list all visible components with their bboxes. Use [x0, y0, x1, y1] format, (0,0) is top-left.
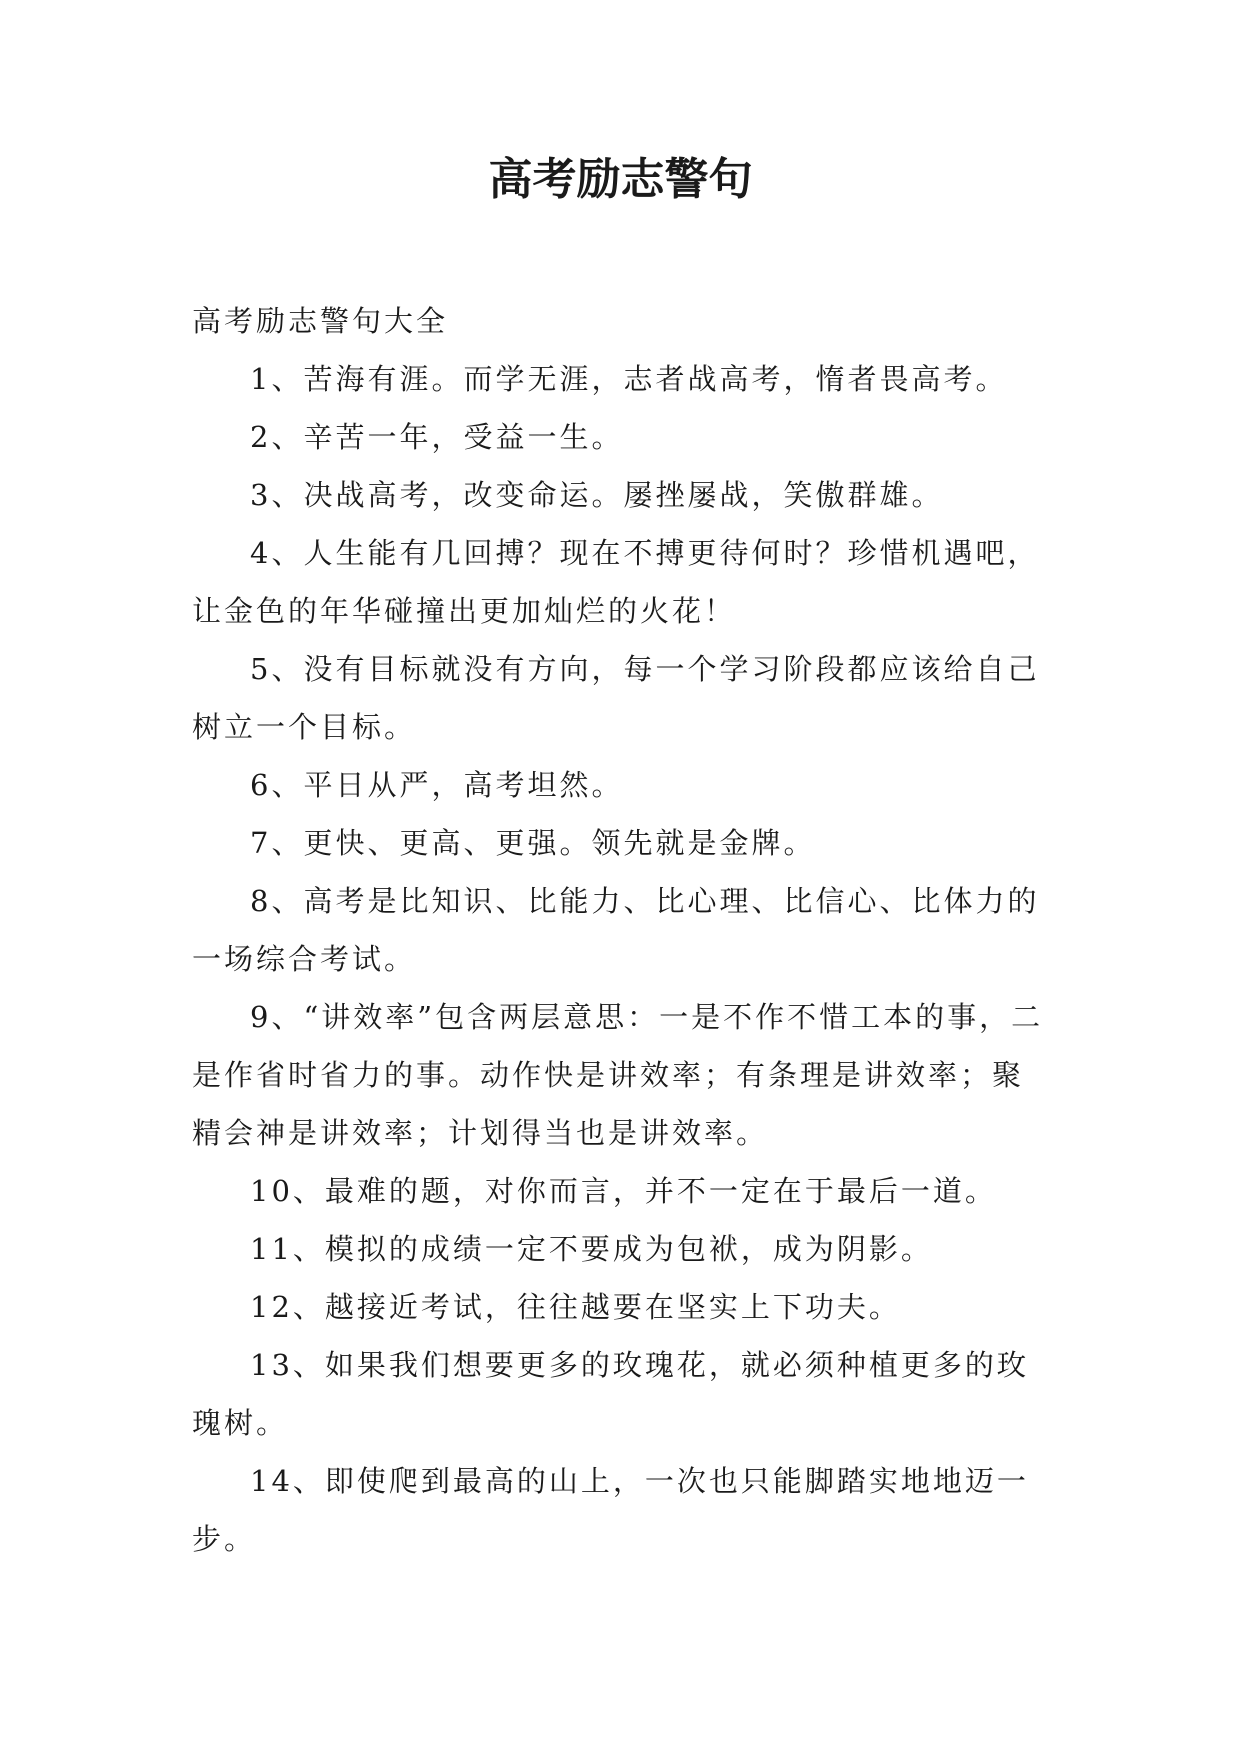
list-item: 5、没有目标就没有方向，每一个学习阶段都应该给自己树立一个目标。	[192, 652, 1040, 744]
list-item: 13、如果我们想要更多的玫瑰花，就必须种植更多的玫瑰树。	[192, 1348, 1029, 1440]
list-item: 2、辛苦一年，受益一生。	[250, 420, 624, 454]
list-item: 14、即使爬到最高的山上，一次也只能脚踏实地地迈一步。	[192, 1464, 1029, 1556]
section-subtitle: 高考励志警句大全	[192, 304, 449, 338]
list-item: 11、模拟的成绩一定不要成为包袱，成为阴影。	[250, 1232, 933, 1266]
page-title: 高考励志警句	[488, 154, 753, 205]
list-item: 10、最难的题，对你而言，并不一定在于最后一道。	[250, 1174, 997, 1208]
list-item: 1、苦海有涯。而学无涯，志者战高考，惰者畏高考。	[250, 362, 1008, 396]
list-item: 4、人生能有几回搏？现在不搏更待何时？珍惜机遇吧，让金色的年华碰撞出更加灿烂的火花！	[192, 536, 1040, 628]
list-item: 12、越接近考试，往往越要在坚实上下功夫。	[250, 1290, 901, 1324]
list-item: 7、更快、更高、更强。领先就是金牌。	[250, 826, 816, 860]
document-body	[192, 292, 1052, 1568]
list-item: 9、“讲效率”包含两层意思：一是不作不惜工本的事，二是作省时省力的事。动作快是讲效率；有条理是讲效率；聚精会神是讲效率；计划得当也是讲效率。	[192, 1000, 1044, 1150]
list-item: 3、决战高考，改变命运。屡挫屡战，笑傲群雄。	[250, 478, 944, 512]
list-item: 6、平日从严，高考坦然。	[250, 768, 624, 802]
list-item: 8、高考是比知识、比能力、比心理、比信心、比体力的一场综合考试。	[192, 884, 1040, 976]
